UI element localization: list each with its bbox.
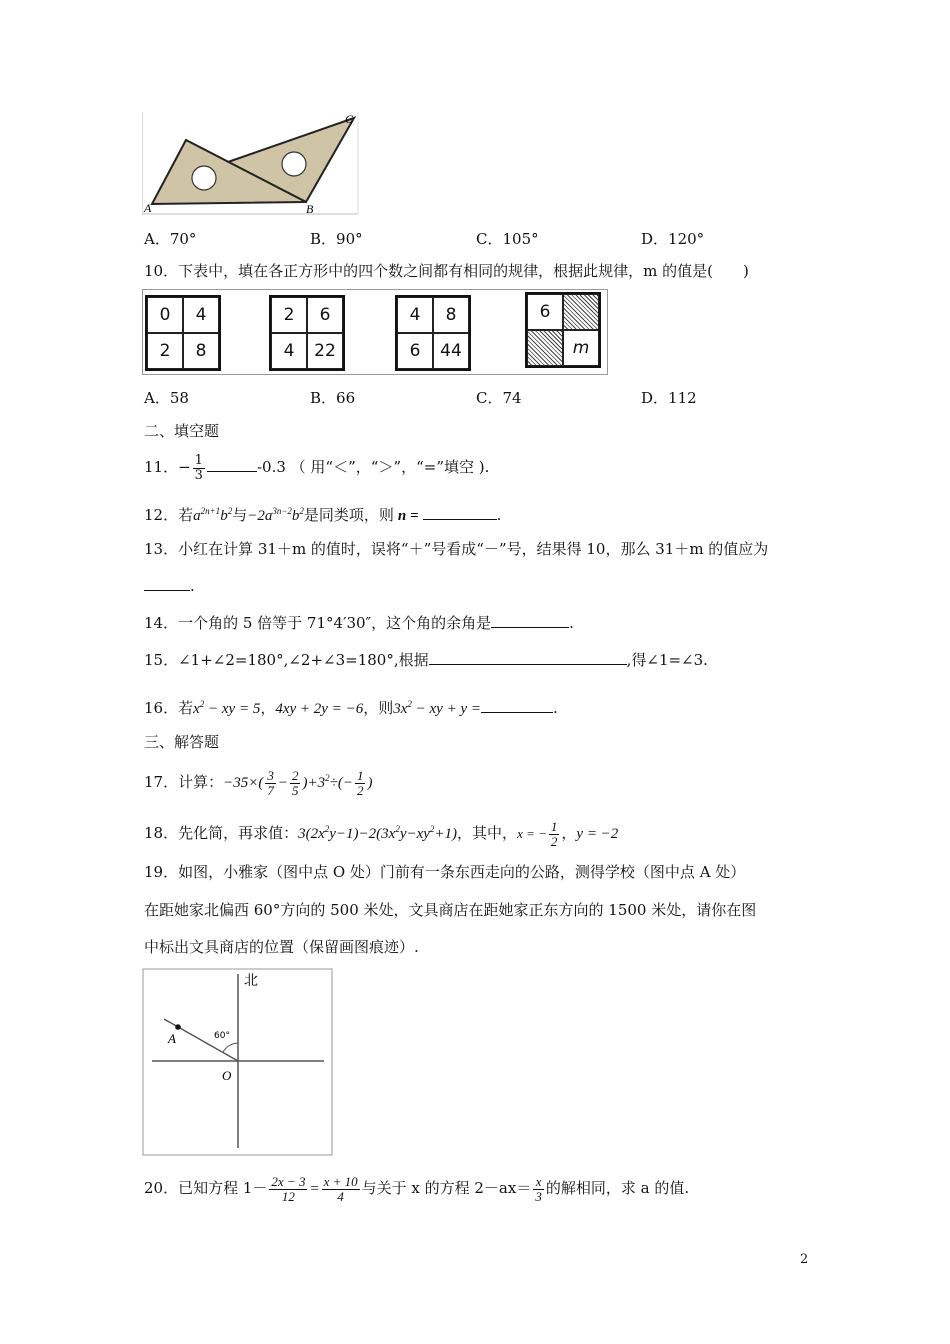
section-heading-fill-in: 二、填空题 [144, 422, 220, 440]
cell: 22 [307, 333, 343, 369]
north-label: 北 [244, 973, 258, 989]
q16-text: ， [260, 699, 276, 717]
q10-text: 下表中，填在各正方形中的四个数之间都有相同的规律，根据此规律，m 的值是( ) [178, 262, 749, 280]
q10-option-a[interactable] [144, 387, 189, 408]
q14-end: . [569, 614, 574, 632]
angle-label: 60° [214, 1031, 230, 1041]
q11-fraction [193, 454, 205, 483]
option-letter: D． [641, 230, 669, 248]
q9-triangles-svg [142, 112, 360, 216]
q12-text: 与 [232, 506, 248, 524]
option-letter: A． [144, 389, 170, 407]
option-letter: D． [641, 389, 669, 407]
option-text: 70° [169, 230, 197, 248]
hatched-cell [563, 294, 599, 330]
option-text: 90° [336, 230, 363, 248]
q10-number: 10． [144, 262, 179, 280]
number-square-3 [395, 295, 471, 371]
option-letter: C． [476, 389, 503, 407]
q11-after: -0.3 （ 用“＜”，“＞”，“=”填空 ). [256, 458, 490, 476]
q15-answer-blank[interactable] [429, 650, 627, 665]
option-text: 74 [502, 389, 522, 407]
q20-text: 的解相同，求 a 的值. [545, 1179, 690, 1197]
label-c: C [345, 112, 354, 126]
q12-text: 若 [178, 506, 194, 524]
q20-text: 20．已知方程 1－ [144, 1179, 268, 1197]
cell: 6 [307, 297, 343, 333]
q17-label: 17．计算： [144, 773, 224, 791]
q16-text: ，则 [363, 699, 394, 717]
q9-option-c[interactable] [476, 228, 539, 249]
q19-compass-figure [142, 968, 334, 1158]
point-a [175, 1024, 181, 1030]
option-letter: A． [144, 230, 170, 248]
option-letter: B． [310, 230, 337, 248]
option-letter: C． [476, 230, 503, 248]
q9-option-b[interactable] [310, 228, 363, 249]
q14-text: 14．一个角的 5 倍等于 71°4′30″，这个角的余角是 [144, 614, 492, 632]
cell: 4 [183, 297, 219, 333]
label-o: O [222, 1068, 232, 1083]
q12-n-label: n = [397, 508, 419, 524]
q20: 20．已知方程 1－ $\frac{2x - 3}{12}$ = $\frac{x + 10}{4}$ 与关于 x 的方程 2－ax＝ $\frac{x}{3}$ 的解相同，求 a 的值. [144, 1173, 690, 1204]
q16-end: . [552, 699, 558, 717]
q12-answer-blank[interactable] [423, 505, 497, 520]
cell: 2 [147, 333, 183, 369]
q15-text: 15．∠1+∠2=180°,∠2+∠3=180°,根据 [144, 651, 429, 669]
q14-answer-blank[interactable] [491, 613, 569, 628]
hatched-cell [527, 330, 563, 366]
cell: 0 [147, 297, 183, 333]
q13-answer-blank[interactable] [144, 576, 190, 591]
frac-num: 1 [194, 452, 203, 468]
q9-option-a[interactable] [144, 228, 196, 249]
q19-line3: 中标出文具商店的位置（保留画图痕迹）. [144, 938, 419, 956]
q20-text: 与关于 x 的方程 2－ax＝ [361, 1179, 532, 1197]
option-text: 112 [668, 389, 697, 407]
number-square-4 [525, 292, 601, 368]
option-text: 105° [502, 230, 539, 248]
q16: 16．若$x^2$ − xy = 5，4xy + 2y = −6，则$3x^2$ − xy + y = . [144, 699, 558, 717]
option-letter: B． [310, 389, 337, 407]
cell: 6 [527, 294, 563, 330]
q10-option-c[interactable] [476, 387, 522, 408]
q10-table [142, 289, 608, 375]
q11 [144, 450, 489, 484]
q18-label: 18．先化简，再求值： [144, 824, 299, 842]
cell: 8 [433, 297, 469, 333]
q15 [144, 650, 708, 670]
q16-answer-blank[interactable] [481, 698, 553, 713]
q10-option-b[interactable] [310, 387, 355, 408]
cell: 4 [271, 333, 307, 369]
label-b: B [306, 202, 314, 216]
q19-line2: 在距她家北偏西 60°方向的 500 米处，文具商店在距她家正东方向的 1500 米处，请你在图 [144, 901, 757, 919]
number-square-2 [269, 295, 345, 371]
q17: 17．计算：−35×( $\frac{3}{7}$ − $\frac{2}{5}$ )$+3^2\div(-$ $\frac{1}{2}$ ) [144, 767, 373, 798]
q16-text: 若 [178, 699, 194, 717]
q13-end: . [190, 577, 195, 595]
q9-triangles-figure [142, 112, 360, 216]
cell: 4 [397, 297, 433, 333]
frac-den: 3 [194, 467, 203, 483]
q19-line1: 19．如图，小雅家（图中点 O 处）门前有一条东西走向的公路，测得学校（图中点 A 处） [144, 863, 746, 881]
q12-end: . [496, 506, 502, 524]
q12-text: 是同类项，则 [303, 506, 394, 524]
section-heading-solve: 三、解答题 [144, 733, 220, 751]
q10-stem [144, 261, 749, 281]
q16-number: 16． [144, 699, 179, 717]
page-number: 2 [800, 1252, 809, 1267]
cell: 2 [271, 297, 307, 333]
q19-compass-svg [142, 968, 334, 1158]
q14 [144, 613, 574, 633]
number-square-1 [145, 295, 221, 371]
q11-answer-blank[interactable] [207, 457, 257, 472]
q11-number: 11． [144, 458, 179, 476]
option-text: 66 [336, 389, 356, 407]
unknown-m-cell: m [563, 330, 599, 366]
cell: 44 [433, 333, 469, 369]
option-text: 58 [169, 389, 189, 407]
q12: 12．若$a^{2n+1}b^2$与$-2a^{3n-2}b^2$是同类项，则 n = . [144, 506, 502, 524]
label-a: A [144, 201, 152, 215]
q13-line1: 13．小红在计算 31＋m 的值时，误将“＋”号看成“－”号，结果得 10，那么 31＋m 的值应为 [144, 540, 769, 558]
q10-option-d[interactable] [641, 387, 697, 408]
q9-option-d[interactable] [641, 228, 704, 249]
label-a: A [168, 1031, 176, 1046]
q11-neg: − [178, 458, 191, 476]
q18-mid: ，其中， [457, 824, 518, 842]
q13-line2 [144, 576, 195, 596]
q12-number: 12． [144, 506, 179, 524]
cell: 6 [397, 333, 433, 369]
q18: 18．先化简，再求值：$3(2x^2y-1)-2(3x^2y-xy^2+1)$，其中，x = − $\frac{1}{2}$ ，y = −2 [144, 818, 619, 849]
option-text: 120° [668, 230, 705, 248]
cell: 8 [183, 333, 219, 369]
q15-end: ,得∠1=∠3. [626, 651, 708, 669]
